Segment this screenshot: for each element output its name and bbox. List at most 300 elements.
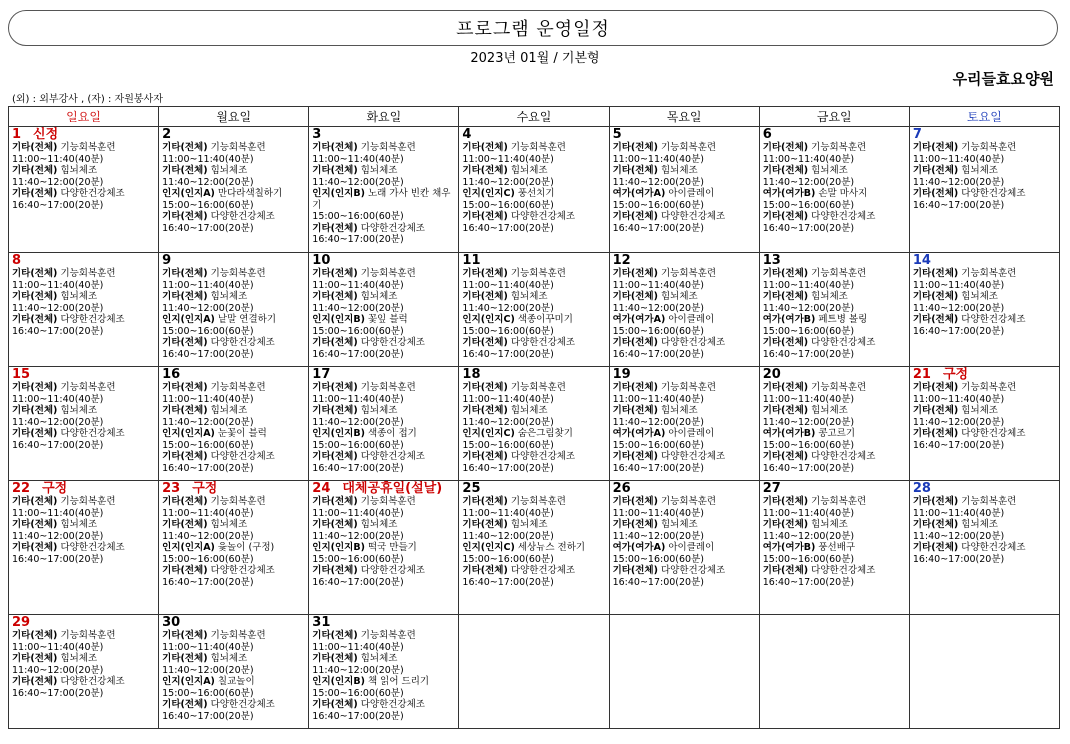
program-entry	[312, 676, 455, 688]
program-name: 윷놀이 (구정)	[217, 542, 275, 553]
program-time: 16:40~17:00(20분)	[162, 462, 254, 474]
program-entry	[162, 291, 305, 303]
program-category: 기타(전체)	[612, 337, 658, 348]
program-name: 다양한건강체조	[811, 451, 876, 462]
program-name: 만다라색칠하기	[217, 188, 283, 199]
program-entry	[763, 405, 906, 417]
program-time: 15:00~16:00(60분)	[462, 199, 554, 211]
day-number	[162, 482, 305, 496]
program-entry	[12, 165, 155, 177]
program-name: 기능회복훈련	[961, 142, 1017, 153]
day-cell	[759, 481, 909, 615]
program-name: 기능회복훈련	[811, 382, 867, 393]
program-category: 기타(전체)	[762, 496, 809, 507]
document-subtitle: 2023년 01월 / 기본형	[470, 51, 600, 66]
program-name: 힘뇌체조	[210, 653, 248, 664]
program-category: 인지(인지A)	[162, 188, 215, 199]
program-entry	[162, 405, 305, 417]
program-entry	[312, 268, 455, 280]
program-category: 기타(전체)	[762, 142, 809, 153]
weekday-header-row	[9, 107, 1060, 127]
program-entry	[613, 268, 756, 280]
program-category: 여가(여가B)	[762, 188, 816, 199]
program-entry	[462, 565, 605, 577]
weekday-fri: 금요일	[759, 107, 909, 127]
day-cell	[759, 127, 909, 253]
day-number	[462, 368, 605, 382]
program-category: 인지(인지C)	[462, 188, 515, 199]
program-category: 기타(전체)	[12, 519, 58, 530]
program-time: 11:40~12:00(20분)	[312, 530, 404, 542]
program-name: 기능회복훈련	[60, 268, 116, 279]
program-name: 떡국 만들기	[367, 542, 417, 553]
day-cell	[909, 615, 1059, 729]
program-time: 11:00~11:40(40분)	[612, 507, 704, 519]
program-entry	[12, 142, 155, 154]
program-time: 15:00~16:00(60분)	[762, 199, 855, 211]
program-time: 11:40~12:00(20분)	[162, 664, 254, 676]
program-category: 기타(전체)	[612, 211, 658, 222]
program-entry	[162, 382, 305, 394]
day-number	[12, 368, 155, 382]
program-category: 기타(전체)	[462, 268, 508, 279]
program-category: 기타(전체)	[912, 405, 959, 416]
day-number-text: 2	[162, 127, 172, 142]
program-entry	[312, 542, 455, 554]
program-name: 페트병 볼링	[818, 314, 868, 325]
program-time: 11:00~11:40(40분)	[312, 279, 404, 291]
program-entry	[462, 337, 605, 349]
program-entry	[12, 188, 155, 200]
program-time: 11:40~12:00(20분)	[612, 530, 704, 542]
program-entry	[312, 142, 455, 154]
program-category: 인지(인지A)	[162, 542, 215, 553]
day-number-text: 17	[312, 367, 331, 382]
day-cell	[9, 127, 159, 253]
program-name: 기능회복훈련	[60, 142, 116, 153]
program-time: 16:40~17:00(20분)	[12, 687, 104, 699]
program-time: 16:40~17:00(20분)	[912, 325, 1005, 337]
program-entry	[12, 496, 155, 508]
program-time: 11:00~11:40(40분)	[162, 279, 254, 291]
program-time: 16:40~17:00(20분)	[762, 576, 855, 588]
program-category: 기타(전체)	[762, 405, 809, 416]
program-entry	[763, 428, 906, 440]
program-time: 16:40~17:00(20분)	[312, 576, 404, 588]
day-number-text: 30	[162, 615, 181, 630]
program-name: 다양한건강체조	[961, 542, 1026, 553]
program-time: 11:40~12:00(20분)	[12, 530, 104, 542]
program-name: 힘뇌체조	[60, 405, 98, 416]
program-time: 11:00~11:40(40분)	[312, 393, 404, 405]
program-category: 기타(전체)	[162, 337, 208, 348]
program-name: 힘뇌체조	[210, 405, 248, 416]
day-number	[763, 128, 906, 142]
program-entry	[312, 565, 455, 577]
program-entry	[763, 211, 906, 223]
program-entry	[12, 382, 155, 394]
day-number	[12, 482, 155, 496]
program-category: 기타(전체)	[312, 451, 358, 462]
program-entry	[162, 314, 305, 326]
day-cell	[309, 615, 459, 729]
program-category: 기타(전체)	[462, 142, 508, 153]
program-category: 기타(전체)	[462, 337, 508, 348]
program-time: 11:00~11:40(40분)	[762, 507, 855, 519]
program-name: 기능회복훈련	[60, 496, 116, 507]
program-time: 16:40~17:00(20분)	[462, 348, 554, 360]
program-name: 콩고르기	[818, 428, 856, 439]
weekday-mon: 월요일	[159, 107, 309, 127]
day-number-text: 24	[312, 481, 331, 496]
program-name: 다양한건강체조	[360, 699, 425, 710]
program-name: 기능회복훈련	[811, 268, 867, 279]
day-number	[613, 128, 756, 142]
program-name: 기능회복훈련	[661, 268, 717, 279]
program-time: 11:40~12:00(20분)	[12, 176, 104, 188]
program-name: 다양한건강체조	[360, 451, 425, 462]
program-name: 책 읽어 드리기	[367, 676, 430, 687]
day-cell	[159, 615, 309, 729]
program-name: 다양한건강체조	[510, 565, 576, 576]
program-name: 다양한건강체조	[210, 211, 275, 222]
program-category: 기타(전체)	[462, 382, 508, 393]
day-number	[462, 482, 605, 496]
legend-note: (외) : 외부강사 , (자) : 자원봉사자	[12, 94, 163, 105]
program-time: 15:00~16:00(60분)	[312, 325, 404, 337]
program-name: 다양한건강체조	[360, 337, 425, 348]
program-category: 기타(전체)	[462, 565, 508, 576]
program-entry	[12, 519, 155, 531]
program-time: 11:40~12:00(20분)	[312, 176, 404, 188]
program-category: 인지(인지A)	[162, 314, 215, 325]
day-cell	[459, 367, 609, 481]
program-time: 11:40~12:00(20분)	[162, 416, 254, 428]
day-number-text: 10	[312, 253, 331, 268]
program-time: 11:00~11:40(40분)	[762, 153, 855, 165]
program-entry	[613, 314, 756, 326]
program-entry	[462, 268, 605, 280]
weekday-thu: 목요일	[609, 107, 759, 127]
program-name: 기능회복훈련	[961, 496, 1017, 507]
program-entry	[312, 653, 455, 665]
week-row	[9, 481, 1060, 615]
program-name: 다양한건강체조	[661, 337, 726, 348]
program-entry	[613, 211, 756, 223]
program-name: 힘뇌체조	[360, 519, 398, 530]
program-time: 11:00~11:40(40분)	[912, 279, 1005, 291]
program-entry	[162, 542, 305, 554]
program-entry	[913, 496, 1056, 508]
program-entry	[913, 382, 1056, 394]
day-cell	[309, 253, 459, 367]
program-entry	[613, 496, 756, 508]
program-name: 색종이꾸미기	[517, 314, 573, 325]
program-category: 기타(전체)	[612, 451, 658, 462]
program-entry	[462, 542, 605, 554]
program-category: 인지(인지C)	[462, 314, 515, 325]
program-category: 기타(전체)	[912, 519, 959, 530]
program-name: 다양한건강체조	[510, 211, 576, 222]
day-cell	[459, 481, 609, 615]
program-name: 색종이 접기	[367, 428, 417, 439]
program-category: 기타(전체)	[12, 676, 58, 687]
program-time: 11:00~11:40(40분)	[762, 393, 855, 405]
program-time: 11:00~11:40(40분)	[12, 153, 104, 165]
program-time: 16:40~17:00(20분)	[162, 222, 254, 234]
program-category: 기타(전체)	[762, 565, 809, 576]
program-category: 기타(전체)	[762, 268, 809, 279]
program-time: 11:40~12:00(20분)	[762, 176, 855, 188]
program-entry	[763, 542, 906, 554]
program-time: 15:00~16:00(60분)	[312, 439, 404, 451]
program-category: 기타(전체)	[162, 268, 208, 279]
program-time: 16:40~17:00(20분)	[12, 439, 104, 451]
day-number	[312, 254, 455, 268]
title-text: 프로그램 운영일정	[456, 19, 610, 40]
day-number-text: 18	[462, 367, 481, 382]
program-name: 기능회복훈련	[510, 142, 566, 153]
day-cell	[159, 481, 309, 615]
program-category: 기타(전체)	[162, 653, 208, 664]
program-entry	[162, 676, 305, 688]
program-name: 힘뇌체조	[360, 405, 398, 416]
day-number	[462, 128, 605, 142]
program-entry	[462, 165, 605, 177]
program-time: 16:40~17:00(20분)	[162, 576, 254, 588]
program-category: 기타(전체)	[912, 268, 959, 279]
program-name: 다양한건강체조	[210, 699, 275, 710]
day-cell	[9, 615, 159, 729]
program-category: 기타(전체)	[762, 519, 809, 530]
program-category: 기타(전체)	[462, 291, 508, 302]
program-entry	[913, 314, 1056, 326]
program-entry	[913, 405, 1056, 417]
week-row	[9, 127, 1060, 253]
program-time: 16:40~17:00(20분)	[462, 222, 554, 234]
program-category: 기타(전체)	[312, 565, 358, 576]
program-time: 11:00~11:40(40분)	[462, 153, 554, 165]
program-time: 11:00~11:40(40분)	[612, 153, 704, 165]
program-time: 16:40~17:00(20분)	[762, 462, 855, 474]
program-category: 기타(전체)	[162, 451, 208, 462]
day-number-text: 19	[612, 367, 631, 382]
day-cell	[9, 367, 159, 481]
day-number-text: 20	[762, 367, 781, 382]
program-category: 기타(전체)	[12, 653, 58, 664]
program-entry	[12, 291, 155, 303]
day-number-text: 25	[462, 481, 481, 496]
program-time: 16:40~17:00(20분)	[762, 348, 855, 360]
program-entry	[613, 519, 756, 531]
program-time: 11:00~11:40(40분)	[162, 641, 254, 653]
program-time: 11:00~11:40(40분)	[462, 393, 554, 405]
program-category: 기타(전체)	[912, 188, 959, 199]
program-entry	[462, 382, 605, 394]
program-category: 기타(전체)	[162, 165, 208, 176]
program-category: 인지(인지B)	[312, 676, 365, 687]
program-name: 힘뇌체조	[210, 165, 248, 176]
day-number	[763, 254, 906, 268]
day-number	[12, 616, 155, 630]
program-name: 칠교놀이	[217, 676, 255, 687]
program-name: 힘뇌체조	[60, 519, 98, 530]
program-name: 다양한건강체조	[60, 542, 125, 553]
program-name: 다양한건강체조	[210, 565, 275, 576]
program-time: 15:00~16:00(60분)	[612, 199, 704, 211]
program-entry	[763, 451, 906, 463]
program-time: 11:40~12:00(20분)	[462, 530, 554, 542]
program-entry	[162, 337, 305, 349]
day-number	[312, 616, 455, 630]
program-name: 다양한건강체조	[360, 222, 425, 234]
day-number	[763, 368, 906, 382]
program-time: 16:40~17:00(20분)	[12, 325, 104, 337]
program-time: 11:40~12:00(20분)	[462, 176, 554, 188]
day-number-text: 1	[12, 127, 22, 142]
program-category: 기타(전체)	[912, 496, 959, 507]
program-category: 기타(전체)	[162, 630, 208, 641]
program-name: 다양한건강체조	[961, 188, 1026, 199]
program-name: 힘뇌체조	[60, 653, 98, 664]
program-time: 16:40~17:00(20분)	[312, 462, 404, 474]
program-entry	[462, 519, 605, 531]
program-name: 세상뉴스 전하기	[517, 542, 586, 553]
program-name: 아이클레이	[668, 188, 715, 199]
program-entry	[613, 165, 756, 177]
program-entry	[162, 519, 305, 531]
program-entry	[312, 223, 455, 235]
program-category: 기타(전체)	[162, 496, 208, 507]
day-number-text: 21	[912, 367, 931, 382]
program-category: 기타(전체)	[162, 291, 208, 302]
program-category: 여가(여가B)	[762, 428, 816, 439]
program-name: 기능회복훈련	[210, 382, 266, 393]
day-cell	[909, 253, 1059, 367]
program-name: 힘뇌체조	[811, 519, 848, 530]
program-name: 기능회복훈련	[961, 382, 1017, 393]
program-category: 여가(여가A)	[612, 428, 666, 439]
program-time: 11:40~12:00(20분)	[162, 302, 254, 314]
day-cell	[909, 481, 1059, 615]
program-name: 힘뇌체조	[510, 165, 548, 176]
program-category: 인지(인지B)	[312, 314, 365, 325]
program-entry	[913, 142, 1056, 154]
program-category: 기타(전체)	[12, 405, 58, 416]
day-number-text: 15	[12, 367, 31, 382]
program-entry	[763, 565, 906, 577]
program-name: 다양한건강체조	[661, 451, 726, 462]
program-entry	[312, 314, 455, 326]
program-name: 다양한건강체조	[60, 428, 125, 439]
program-category: 기타(전체)	[12, 268, 58, 279]
program-time: 11:40~12:00(20분)	[912, 530, 1005, 542]
program-time: 11:40~12:00(20분)	[12, 664, 104, 676]
day-cell	[609, 615, 759, 729]
program-entry	[162, 630, 305, 642]
program-category: 기타(전체)	[12, 142, 58, 153]
program-time: 15:00~16:00(60분)	[162, 553, 254, 565]
program-time: 11:40~12:00(20분)	[162, 530, 254, 542]
day-cell	[909, 127, 1059, 253]
program-name: 꽃잎 블럭	[367, 314, 408, 325]
program-name: 기능회복훈련	[961, 268, 1017, 279]
program-category: 기타(전체)	[312, 699, 358, 710]
program-time: 11:00~11:40(40분)	[12, 507, 104, 519]
program-entry	[162, 451, 305, 463]
program-entry	[312, 451, 455, 463]
program-time: 16:40~17:00(20분)	[612, 348, 704, 360]
program-category: 기타(전체)	[462, 451, 508, 462]
program-entry	[312, 165, 455, 177]
program-name: 낱말 연결하기	[217, 314, 277, 325]
program-category: 기타(전체)	[162, 699, 208, 710]
program-category: 기타(전체)	[312, 165, 358, 176]
program-name: 기능회복훈련	[360, 630, 416, 641]
program-entry	[763, 496, 906, 508]
program-category: 인지(인지C)	[462, 542, 515, 553]
program-entry	[162, 699, 305, 711]
program-category: 기타(전체)	[12, 630, 58, 641]
day-cell	[159, 253, 309, 367]
program-name: 힘뇌체조	[661, 519, 698, 530]
program-category: 기타(전체)	[612, 405, 658, 416]
day-cell	[609, 253, 759, 367]
day-number-text: 28	[912, 481, 931, 496]
program-entry	[312, 519, 455, 531]
program-entry	[162, 653, 305, 665]
organization-name: 우리들효요양원	[952, 70, 1054, 88]
day-cell	[759, 615, 909, 729]
day-number-text: 12	[612, 253, 631, 268]
program-category: 기타(전체)	[12, 496, 58, 507]
program-entry	[613, 142, 756, 154]
program-name: 기능회복훈련	[510, 382, 566, 393]
program-time: 11:00~11:40(40분)	[162, 393, 254, 405]
program-time: 15:00~16:00(60분)	[162, 687, 254, 699]
program-entry	[12, 314, 155, 326]
program-entry	[913, 428, 1056, 440]
program-time: 15:00~16:00(60분)	[612, 325, 704, 337]
program-name: 힘뇌체조	[661, 165, 698, 176]
program-name: 힘뇌체조	[210, 519, 248, 530]
program-entry	[312, 699, 455, 711]
program-entry	[613, 337, 756, 349]
day-number	[312, 368, 455, 382]
program-entry	[613, 565, 756, 577]
day-number-text: 31	[312, 615, 331, 630]
program-name: 아이클레이	[668, 542, 715, 553]
program-category: 기타(전체)	[612, 382, 658, 393]
program-category: 기타(전체)	[312, 222, 358, 234]
program-time: 16:40~17:00(20분)	[912, 199, 1005, 211]
program-category: 기타(전체)	[312, 630, 358, 641]
program-time: 15:00~16:00(60분)	[312, 211, 404, 222]
day-number	[613, 368, 756, 382]
program-category: 기타(전체)	[612, 165, 658, 176]
program-category: 기타(전체)	[312, 519, 358, 530]
program-entry	[162, 496, 305, 508]
week-row	[9, 615, 1060, 729]
day-number	[162, 368, 305, 382]
day-number-text: 13	[762, 253, 781, 268]
program-entry	[162, 142, 305, 154]
program-category: 기타(전체)	[12, 314, 58, 325]
program-entry	[12, 653, 155, 665]
program-name: 힘뇌체조	[661, 291, 698, 302]
program-time: 11:40~12:00(20분)	[762, 416, 855, 428]
program-category: 기타(전체)	[912, 382, 959, 393]
